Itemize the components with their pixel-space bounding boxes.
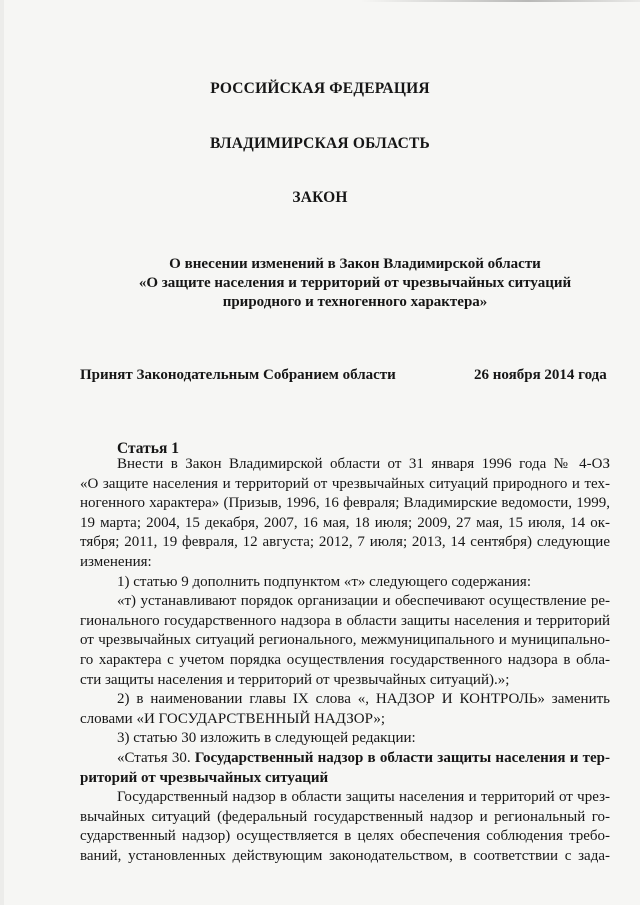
adopted-by: Принят Законодательным Собранием области — [80, 367, 396, 383]
law-subject — [130, 255, 580, 312]
text-line: го характера с учетом порядка осуществления государственного надзора в обла- — [80, 651, 610, 668]
text-line: 2) в наименовании главы IX слова «, НАДЗОР И КОНТРОЛЬ» заменить — [117, 691, 610, 708]
text-line: 1) статью 9 дополнить подпунктом «т» следующего содержания: — [117, 573, 531, 590]
header-doc-type: ЗАКОН — [292, 189, 348, 206]
text-line: «т) устанавливают порядок организации и обеспечивают осуществление ре- — [117, 593, 610, 610]
text-line: 19 марта; 2004, 15 декабря, 2007, 16 мая, 18 июля; 2009, 27 мая, 15 июля, 14 ок- — [80, 514, 610, 531]
scan-artifact — [360, 0, 640, 2]
adopted-date: 26 ноября 2014 года — [474, 367, 607, 383]
text-line: ваний, установленных действующим законодательством, в соответствии с зада- — [80, 847, 610, 864]
header-country: РОССИЙСКАЯ ФЕДЕРАЦИЯ — [210, 80, 430, 97]
text-line: Государственный надзор в области защиты населения и территорий от чрез- — [117, 789, 610, 806]
statute-title-line: риторий от чрезвычайных ситуаций — [80, 769, 329, 786]
text-line: Внести в Закон Владимирской области от 31 января 1996 года № 4-ОЗ — [117, 456, 610, 472]
statute-prefix: «Статья 30. — [117, 749, 195, 766]
text-line: сти защиты населения и территорий от чрезвычайных ситуаций).»; — [80, 671, 510, 688]
text-line: 3) статью 30 изложить в следующей редакции: — [117, 730, 416, 747]
article-title: Статья 1 — [117, 440, 179, 457]
text-line: «О защите населения и территорий от чрезвычайных ситуаций природного и тех- — [80, 475, 610, 492]
subject-line: природного и техногенного характера» — [222, 294, 488, 310]
statute-title: Государственный надзор в области защиты населения и тер- — [194, 749, 610, 766]
article-body — [80, 455, 610, 866]
subject-line: О внесении изменений в Закон Владимирской области — [169, 256, 541, 272]
header-region: ВЛАДИМИРСКАЯ ОБЛАСТЬ — [210, 135, 430, 152]
subject-line: «О защите населения и территорий от чрезвычайных ситуаций — [138, 275, 572, 291]
text-line: словами «И ГОСУДАРСТВЕННЫЙ НАДЗОР»; — [80, 710, 386, 727]
text-line: тября; 2011, 19 февраля, 12 августа; 2012, 7 июля; 2013, 14 сентября) следующие — [80, 534, 610, 551]
text-line: от чрезвычайных ситуаций регионального, межмуниципального и муниципально- — [80, 632, 610, 649]
text-line: сударственный надзор) осуществляется в целях обеспечения соблюдения требо- — [80, 828, 610, 845]
text-line: вычайных ситуаций (федеральный государственный надзор и региональный го- — [80, 808, 610, 825]
text-line: изменения: — [80, 553, 152, 570]
statute-title-line — [80, 749, 610, 769]
text-line: ногенного характера» (Призыв, 1996, 16 февраля; Владимирские ведомости, 1999, — [80, 495, 610, 512]
text-line: гионального государственного надзора в области защиты населения и территорий — [80, 612, 610, 629]
